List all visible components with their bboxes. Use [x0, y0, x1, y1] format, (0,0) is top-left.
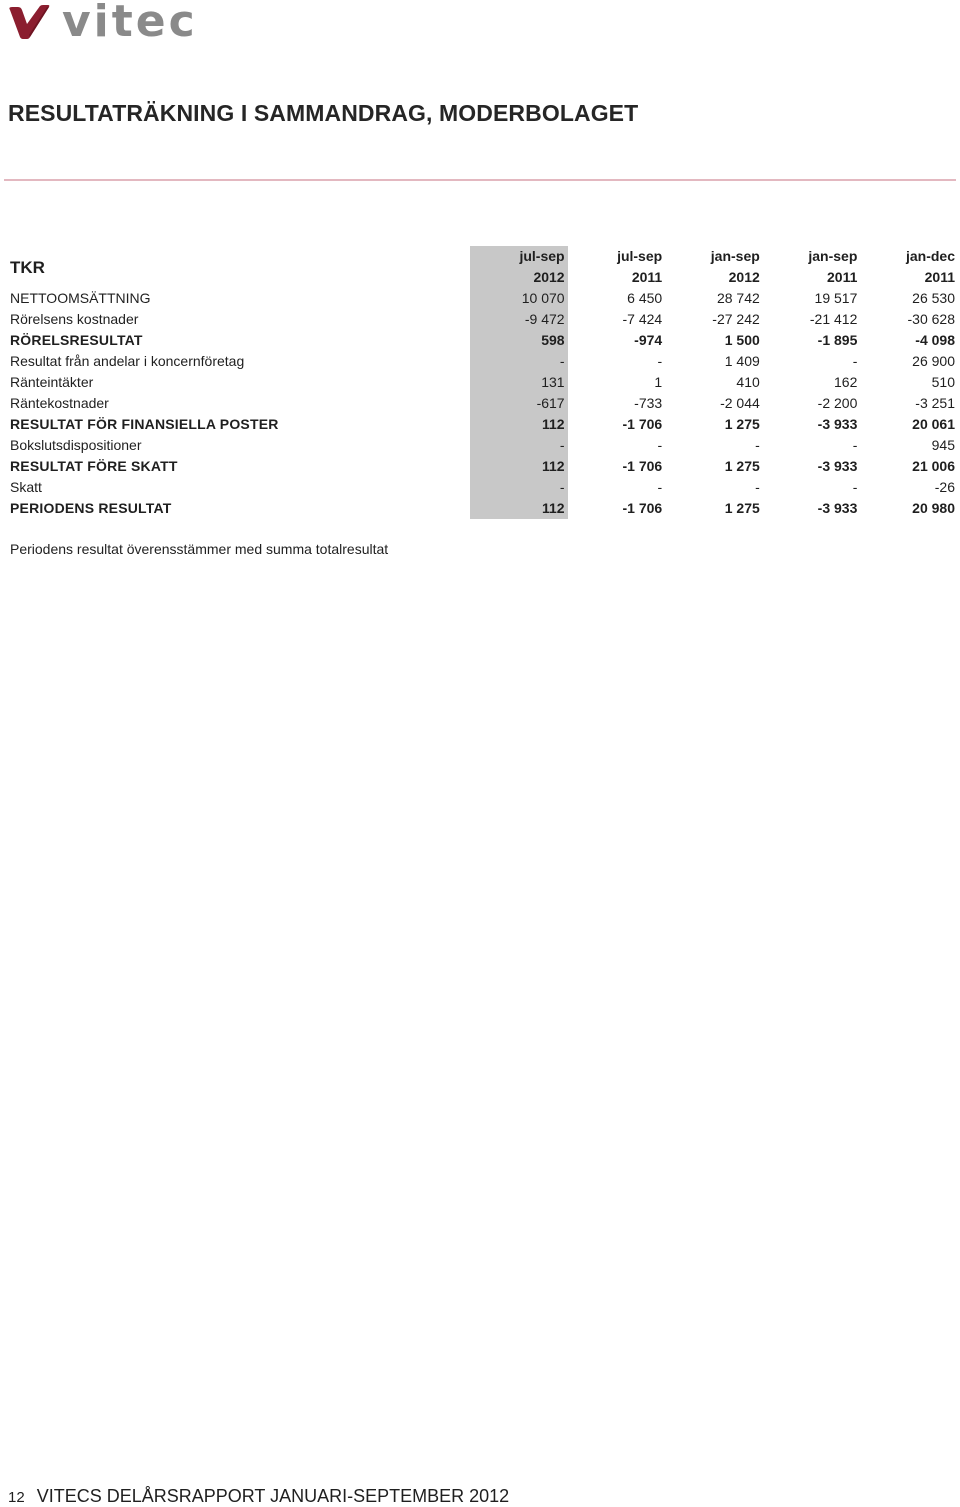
row-value: 26 530 — [912, 290, 955, 306]
row-value: -1 706 — [622, 500, 663, 516]
row-value: - — [657, 353, 663, 369]
vitec-checkmark-logo-icon — [6, 4, 50, 40]
row-value: - — [559, 437, 565, 453]
row-value: -617 — [536, 395, 565, 411]
row-value: 598 — [541, 332, 565, 348]
row-value: -26 — [934, 479, 955, 495]
year-header: 2011 — [631, 269, 663, 285]
row-value: -30 628 — [907, 311, 955, 327]
period-header-row — [8, 246, 958, 267]
row-value: - — [852, 353, 858, 369]
period-header: jan-sep — [710, 248, 760, 264]
vitec-wordmark: vitec — [62, 0, 198, 47]
table-row — [8, 414, 958, 435]
row-value: -3 933 — [817, 500, 858, 516]
table-row — [8, 330, 958, 351]
year-header: 2011 — [924, 269, 955, 285]
year-header: 2012 — [728, 269, 760, 285]
row-value: 19 517 — [814, 290, 858, 306]
row-value: 1 275 — [724, 458, 760, 474]
income-rows — [8, 288, 958, 519]
report-title: VITECS DELÅRSRAPPORT JANUARI-SEPTEMBER 2012 — [36, 1486, 510, 1506]
row-value: -974 — [634, 332, 663, 348]
table-row — [8, 477, 958, 498]
row-value: - — [657, 437, 663, 453]
row-label: Ränteintäkter — [10, 374, 94, 390]
row-label: Skatt — [10, 479, 42, 495]
row-value: 1 500 — [724, 332, 760, 348]
row-value: -21 412 — [809, 311, 858, 327]
row-value: 20 980 — [912, 500, 955, 516]
row-value: 1 275 — [724, 416, 760, 432]
table-row — [8, 393, 958, 414]
income-statement-table — [8, 246, 958, 519]
row-value: 162 — [834, 374, 858, 390]
row-value: - — [755, 479, 760, 495]
row-value: 131 — [541, 374, 565, 390]
year-header: 2011 — [827, 269, 858, 285]
row-label: RESULTAT FÖRE SKATT — [10, 458, 178, 474]
row-label: Räntekostnader — [10, 395, 109, 411]
period-header: jan-sep — [808, 248, 858, 264]
row-value: 1 — [654, 374, 663, 390]
row-label: Rörelsens kostnader — [10, 311, 139, 327]
row-value: 21 006 — [912, 458, 955, 474]
row-value: -9 472 — [524, 311, 565, 327]
row-value: 6 450 — [627, 290, 663, 306]
period-header: jan-dec — [905, 248, 955, 264]
row-value: -3 933 — [817, 458, 858, 474]
title-divider — [4, 179, 956, 181]
table-row — [8, 498, 958, 519]
period-header: jul-sep — [617, 248, 663, 264]
table-row — [8, 435, 958, 456]
row-value: - — [559, 479, 565, 495]
table-row — [8, 309, 958, 330]
row-label: RESULTAT FÖR FINANSIELLA POSTER — [10, 416, 279, 432]
vitec-logo — [6, 0, 232, 47]
row-value: -1 895 — [817, 332, 858, 348]
table-row — [8, 372, 958, 393]
row-value: - — [559, 353, 565, 369]
row-value: 10 070 — [521, 290, 565, 306]
row-value: - — [755, 437, 760, 453]
row-value: 20 061 — [912, 416, 955, 432]
row-value: 112 — [542, 416, 565, 432]
row-value: 26 900 — [912, 353, 955, 369]
row-value: 945 — [931, 437, 955, 453]
row-value: - — [657, 479, 663, 495]
row-value: -2 200 — [817, 395, 858, 411]
table-row — [8, 351, 958, 372]
row-value: 112 — [542, 458, 565, 474]
row-value: - — [852, 437, 858, 453]
row-value: -733 — [634, 395, 663, 411]
period-header: jul-sep — [519, 248, 565, 264]
row-value: -7 424 — [622, 311, 663, 327]
row-value: -1 706 — [622, 416, 663, 432]
page-footer — [8, 1486, 509, 1507]
page-title: RESULTATRÄKNING I SAMMANDRAG, MODERBOLAGET — [8, 100, 639, 126]
row-value: 410 — [736, 374, 760, 390]
currency-unit-label: TKR — [10, 257, 45, 277]
page-number: 12 — [8, 1489, 25, 1506]
year-header: 2012 — [533, 269, 565, 285]
row-value: -1 706 — [622, 458, 663, 474]
row-label: NETTOOMSÄTTNING — [10, 290, 151, 306]
row-value: 1 275 — [724, 500, 760, 516]
row-value: 28 742 — [716, 290, 760, 306]
row-label: RÖRELSRESULTAT — [10, 332, 143, 348]
row-label: Resultat från andelar i koncernföretag — [10, 353, 245, 369]
row-value: -4 098 — [915, 332, 955, 348]
row-value: 112 — [542, 500, 565, 516]
table-row — [8, 456, 958, 477]
row-value: -3 251 — [915, 395, 955, 411]
row-value: -2 044 — [720, 395, 760, 411]
row-label: PERIODENS RESULTAT — [10, 500, 172, 516]
row-value: -3 933 — [817, 416, 858, 432]
table-row — [8, 288, 958, 309]
row-value: 510 — [931, 374, 955, 390]
row-label: Bokslutsdispositioner — [10, 437, 142, 453]
footnote: Periodens resultat överensstämmer med summa totalresultat — [10, 541, 389, 557]
row-value: 1 409 — [724, 353, 760, 369]
row-value: -27 242 — [712, 311, 760, 327]
row-value: - — [852, 479, 858, 495]
